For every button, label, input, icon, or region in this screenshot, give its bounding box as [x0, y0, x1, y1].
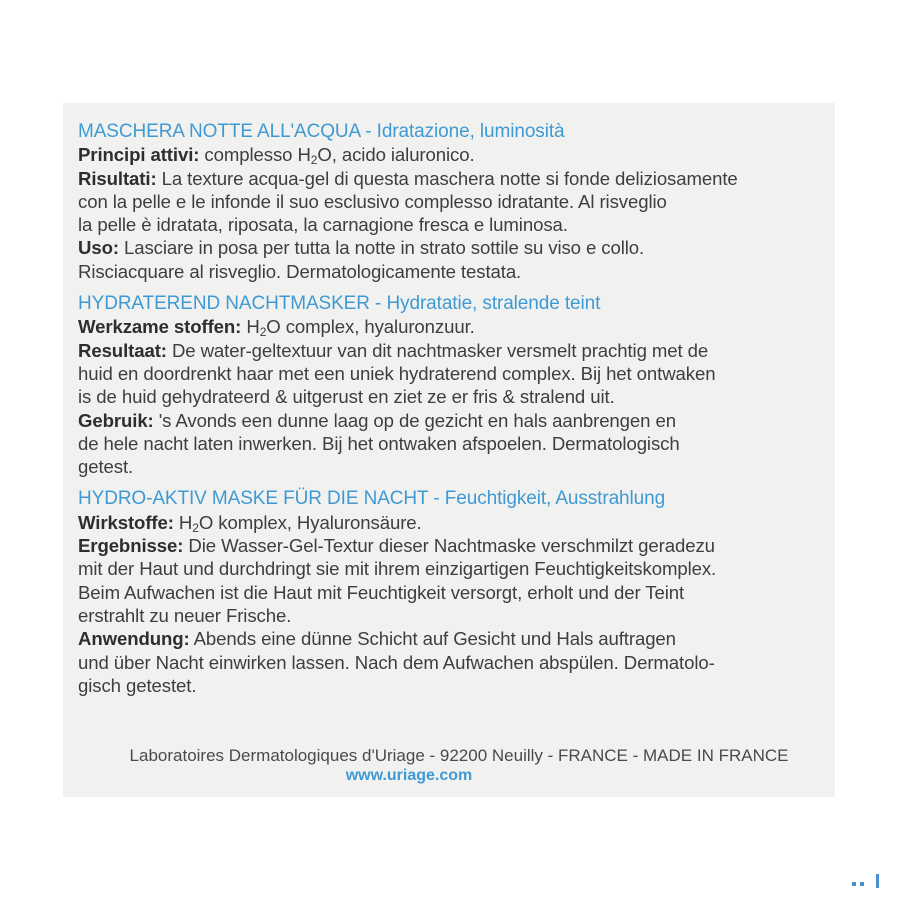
- italian-use-text: Lasciare in posa per tutta la notte in strato sottile su viso e collo.: [118, 237, 645, 259]
- section-german: [78, 487, 823, 697]
- german-results-line: [78, 534, 823, 557]
- italian-results-text: La texture acqua-gel di questa maschera notte si fonde deliziosamente: [156, 167, 738, 189]
- corner-fragment-icon: [850, 870, 890, 890]
- italian-heading: MASCHERA NOTTE ALL'ACQUA - Idratazione, luminosità: [78, 121, 565, 142]
- website-link[interactable]: www.uriage.com: [345, 767, 473, 784]
- section-dutch: [78, 292, 823, 478]
- dutch-actives: [78, 315, 823, 338]
- german-results-line-4: erstrahlt zu neuer Frische.: [78, 604, 292, 626]
- italian-actives-text: complesso H: [199, 144, 311, 166]
- italian-use-line: [78, 236, 823, 259]
- german-heading: HYDRO-AKTIV MASKE FÜR DIE NACHT - Feuchtigkeit, Ausstrahlung: [78, 488, 666, 510]
- german-actives: [78, 511, 823, 534]
- german-results-text: Die Wasser-Gel-Textur dieser Nachtmaske verschmilzt geradezu: [183, 535, 715, 557]
- german-results-label: Ergebnisse:: [78, 535, 184, 557]
- italian-use-line-2: Risciacquare al risveglio. Dermatologicamente testata.: [78, 260, 522, 282]
- german-results-line-2: mit der Haut und durchdringt sie mit ihrem einzigartigen Feuchtigkeitskomplex.: [78, 558, 717, 580]
- italian-actives: [78, 143, 823, 166]
- dutch-results-line-3: is de huid gehydrateerd & uitgerust en ziet ze er fris & stralend uit.: [78, 386, 615, 408]
- label-content: [78, 120, 823, 706]
- corner-dot-1: [852, 882, 856, 886]
- italian-results-line-3: la pelle è idratata, riposata, la carnagione fresca e luminosa.: [78, 214, 568, 236]
- italian-results-label: Risultati:: [78, 167, 157, 189]
- german-use-line-2: und über Nacht einwirken lassen. Nach dem Aufwachen abspülen. Dermatolo-: [78, 651, 715, 673]
- german-actives-text-end: O komplex, Hyaluronsäure.: [198, 511, 422, 533]
- italian-actives-text-end: O, acido ialuronico.: [317, 144, 475, 166]
- italian-actives-label: Principi attivi:: [78, 144, 200, 166]
- manufacturer-address: Laboratoires Dermatologiques d'Uriage - 92200 Neuilly - FRANCE - MADE IN FRANCE: [129, 746, 789, 765]
- german-use-text: Abends eine dünne Schicht auf Gesicht und Hals auftragen: [189, 628, 676, 650]
- italian-results-line-2: con la pelle e le infonde il suo esclusivo complesso idratante. Al risveglio: [78, 190, 667, 212]
- corner-dot-2: [860, 882, 864, 886]
- italian-results-line: [78, 167, 823, 190]
- dutch-actives-subscript: 2: [259, 325, 267, 340]
- dutch-actives-text-end: O complex, hyaluronzuur.: [266, 316, 475, 338]
- german-use-label: Anwendung:: [78, 628, 190, 650]
- dutch-results-line-2: huid en doordrenkt haar met een uniek hydraterend complex. Bij het ontwaken: [78, 362, 716, 384]
- german-actives-label: Wirkstoffe:: [78, 511, 174, 533]
- corner-bar: [876, 874, 879, 888]
- dutch-use-label: Gebruik:: [78, 409, 154, 431]
- dutch-use-text: 's Avonds een dunne laag op de gezicht en hals aanbrengen en: [153, 409, 676, 431]
- german-use-line-3: gisch getestet.: [78, 674, 197, 696]
- dutch-results-text: De water-geltextuur van dit nachtmasker versmelt prachtig met de: [166, 339, 709, 361]
- section-italian: [78, 120, 823, 283]
- product-label-panel: [63, 103, 835, 797]
- dutch-actives-text: H: [241, 316, 260, 338]
- german-actives-subscript: 2: [192, 520, 199, 535]
- italian-actives-subscript: 2: [310, 153, 318, 168]
- manufacturer-footer: [63, 746, 835, 786]
- dutch-heading: HYDRATEREND NACHTMASKER - Hydratatie, stralende teint: [78, 293, 601, 315]
- german-results-line-3: Beim Aufwachen ist die Haut mit Feuchtigkeit versorgt, erholt und der Teint: [78, 581, 685, 603]
- dutch-results-line: [78, 339, 823, 362]
- dutch-results-label: Resultaat:: [78, 339, 167, 361]
- dutch-use-line-2: de hele nacht laten inwerken. Bij het ontwaken afspoelen. Dermatologisch: [78, 432, 680, 454]
- german-use-line: [78, 627, 823, 650]
- dutch-actives-label: Werkzame stoffen:: [78, 316, 242, 338]
- german-actives-text: H: [173, 511, 193, 533]
- dutch-use-line: [78, 409, 823, 432]
- italian-use-label: Uso:: [78, 237, 119, 259]
- dutch-use-line-3: getest.: [78, 456, 134, 478]
